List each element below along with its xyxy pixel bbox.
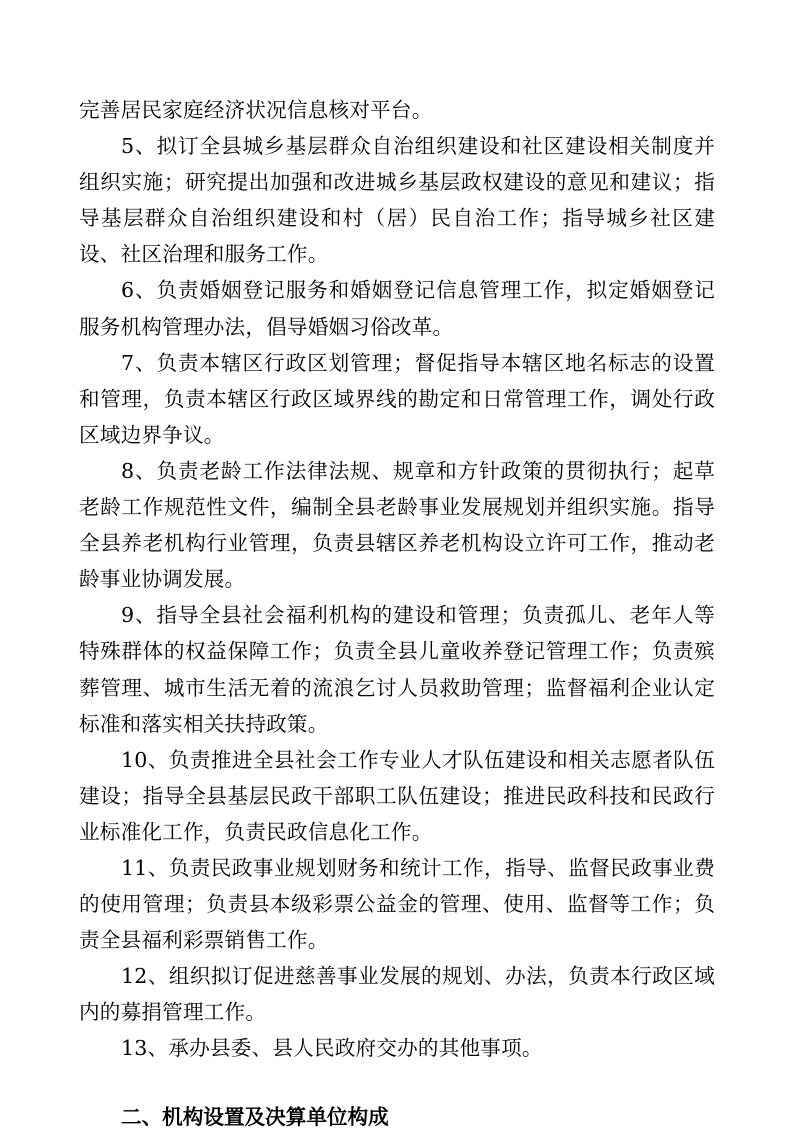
paragraph-item-13: 13、承办县委、县人民政府交办的其他事项。 (121, 1036, 543, 1061)
paragraph-item-10: 10、负责推进全县社会工作专业人才队伍建设和相关志愿者队伍建设；指导全县基层民政干部职工队伍建设；推进民政科技和民政行业标准化工作，负责民政信息化工作。 (79, 747, 715, 844)
paragraph-item-9: 9、指导全县社会福利机构的建设和管理；负责孤儿、老年人等特殊群体的权益保障工作；负责全县儿童收养登记管理工作；负责殡葬管理、城市生活无着的流浪乞讨人员救助管理；监督福利企业认定标准和落实相关扶持政策。 (79, 603, 715, 736)
paragraph-item-8: 8、负责老龄工作法律法规、规章和方针政策的贯彻执行；起草老龄工作规范性文件，编制全县老龄事业发展规划并组织实施。指导全县养老机构行业管理，负责县辖区养老机构设立许可工作，推动老龄事业协调发展。 (79, 458, 715, 592)
paragraph-item-11: 11、负责民政事业规划财务和统计工作，指导、监督民政事业费的使用管理；负责县本级彩票公益金的管理、使用、监督等工作；负责全县福利彩票销售工作。 (79, 855, 715, 953)
document-page (79, 92, 715, 1135)
paragraph-item-12: 12、组织拟订促进慈善事业发展的规划、办法，负责本行政区域内的募捐管理工作。 (79, 964, 715, 1025)
paragraph-item-6: 6、负责婚姻登记服务和婚姻登记信息管理工作，拟定婚姻登记服务机构管理办法，倡导婚姻习俗改革。 (79, 278, 715, 339)
paragraph-continuation: 完善居民家庭经济状况信息核对平台。 (79, 98, 433, 122)
section-heading: 二、机构设置及决算单位构成 (121, 1104, 389, 1129)
paragraph-item-5: 5、拟订全县城乡基层群众自治组织建设和社区建设相关制度并组织实施；研究提出加强和改进城乡基层政权建设的意见和建议；指导基层群众自治组织建设和村（居）民自治工作；指导城乡社区建设、社区治理和服务工作。 (79, 134, 715, 267)
paragraph-item-7: 7、负责本辖区行政区划管理；督促指导本辖区地名标志的设置和管理，负责本辖区行政区域界线的勘定和日常管理工作，调处行政区域边界争议。 (79, 350, 715, 447)
